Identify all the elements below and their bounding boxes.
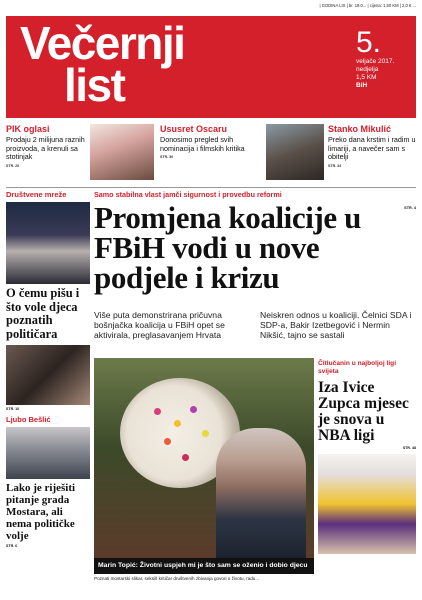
issue-price: 1,5 KM <box>356 74 377 81</box>
lead-paragraph-1: Više puta demonstrirana pričuvna bošnjačka koalicija u FBiH opet se aktivirala, preglasavanjem Hrvata <box>94 310 225 340</box>
left-column <box>6 190 90 590</box>
lead-kicker: Samo stabilna vlast jamči sigurnost i provedbu reformi <box>94 190 282 199</box>
teaser-photo-mikulic <box>266 124 324 180</box>
photo-caption[interactable]: Marin Topić: Životni uspjeh mi je što sam se oženio i dobio djecu <box>94 558 314 574</box>
logo-line-2: list <box>64 59 125 111</box>
section-tag-beslic: Ljubo Bešlić <box>6 415 51 424</box>
teaser-title: Stanko Mikulić <box>328 124 392 134</box>
newspaper-logo[interactable] <box>20 17 185 111</box>
teaser-ref: STR. 20 <box>6 163 20 168</box>
lead-story <box>94 190 416 340</box>
photo-couple <box>6 345 90 405</box>
price-line: | GODINA LIX | br. 19.0... | cijena: 1,50 KM | 2,0 € ... <box>319 3 416 8</box>
section-tag-social: Društvene mreže <box>6 190 67 199</box>
flower-petal <box>182 454 189 461</box>
teaser-text: Preko dana krstim i radim u limariji, a navečer sam s obitelji <box>328 135 416 162</box>
portrait-topic <box>216 428 306 558</box>
logo-line-1: Večernji <box>20 17 185 69</box>
masthead <box>6 16 416 118</box>
story-headline-mostar[interactable]: Lako je riješiti pitanje grada Mostara, ali nema političke volje <box>6 482 76 542</box>
flower-petal <box>174 420 181 427</box>
issue-date <box>356 28 402 90</box>
teaser-ref: STR. 34 <box>328 163 342 168</box>
teaser-ref: STR. 30 <box>160 155 174 160</box>
story-headline-kids[interactable]: O čemu pišu i što vole djeca poznatih političara <box>6 286 80 341</box>
issue-weekday: nedjelja <box>356 66 379 73</box>
teaser-oscar[interactable] <box>160 124 262 184</box>
flower-petal <box>202 430 209 437</box>
photo-skater <box>6 202 90 284</box>
section-tag-nba: Čitlučanin u najboljoj ligi svijeta <box>318 360 397 375</box>
teaser-strip <box>6 124 416 186</box>
issue-day: 5. <box>356 26 382 59</box>
lead-headline[interactable]: Promjena koalicije u FBiH vodi u nove podjele i krizu <box>94 200 361 295</box>
story-ref: STR. 48 <box>402 446 416 450</box>
lead-ref: STR. 4 <box>404 206 416 210</box>
lead-paragraph-2: Neiskren odnos u koaliciji. Čelnici SDA i SDP-a, Bakir Izetbegović i Nermin Nikšić, tajno se sastali <box>260 310 412 340</box>
flower-petal <box>190 406 197 413</box>
right-column <box>318 360 416 592</box>
main-photo <box>94 358 314 558</box>
story-ref: STR. 10 <box>6 407 20 411</box>
teaser-title: Ususret Oscaru <box>160 124 228 134</box>
story-headline-nba[interactable]: Iza Ivice Zupca mjesec je snova u NBA ligi <box>318 379 409 444</box>
teaser-photo-shopping <box>90 124 154 180</box>
divider <box>6 187 416 188</box>
photo-basketball-player <box>318 454 416 554</box>
flower-petal <box>154 408 161 415</box>
photo-subcaption: Poznati mostarski slikar, seksiš kritičar društvenih zbivanja govori o životu, radu... <box>94 576 260 581</box>
issue-country: BiH <box>356 82 368 89</box>
flower-petal <box>164 438 171 445</box>
teaser-title: PIK oglasi <box>6 124 50 134</box>
teaser-text: Prodaju 2 milijuna raznih proizvoda, a krenuli sa stotinjak <box>6 135 85 162</box>
teaser-pik[interactable] <box>6 124 86 184</box>
story-ref: STR. 6 <box>6 544 18 548</box>
photo-beslic <box>6 427 90 479</box>
teaser-mikulic[interactable] <box>328 124 416 184</box>
issue-month-year: veljače 2017. <box>356 58 395 65</box>
teaser-text: Donosimo pregled svih nominacija i filmskih kritika <box>160 135 245 153</box>
